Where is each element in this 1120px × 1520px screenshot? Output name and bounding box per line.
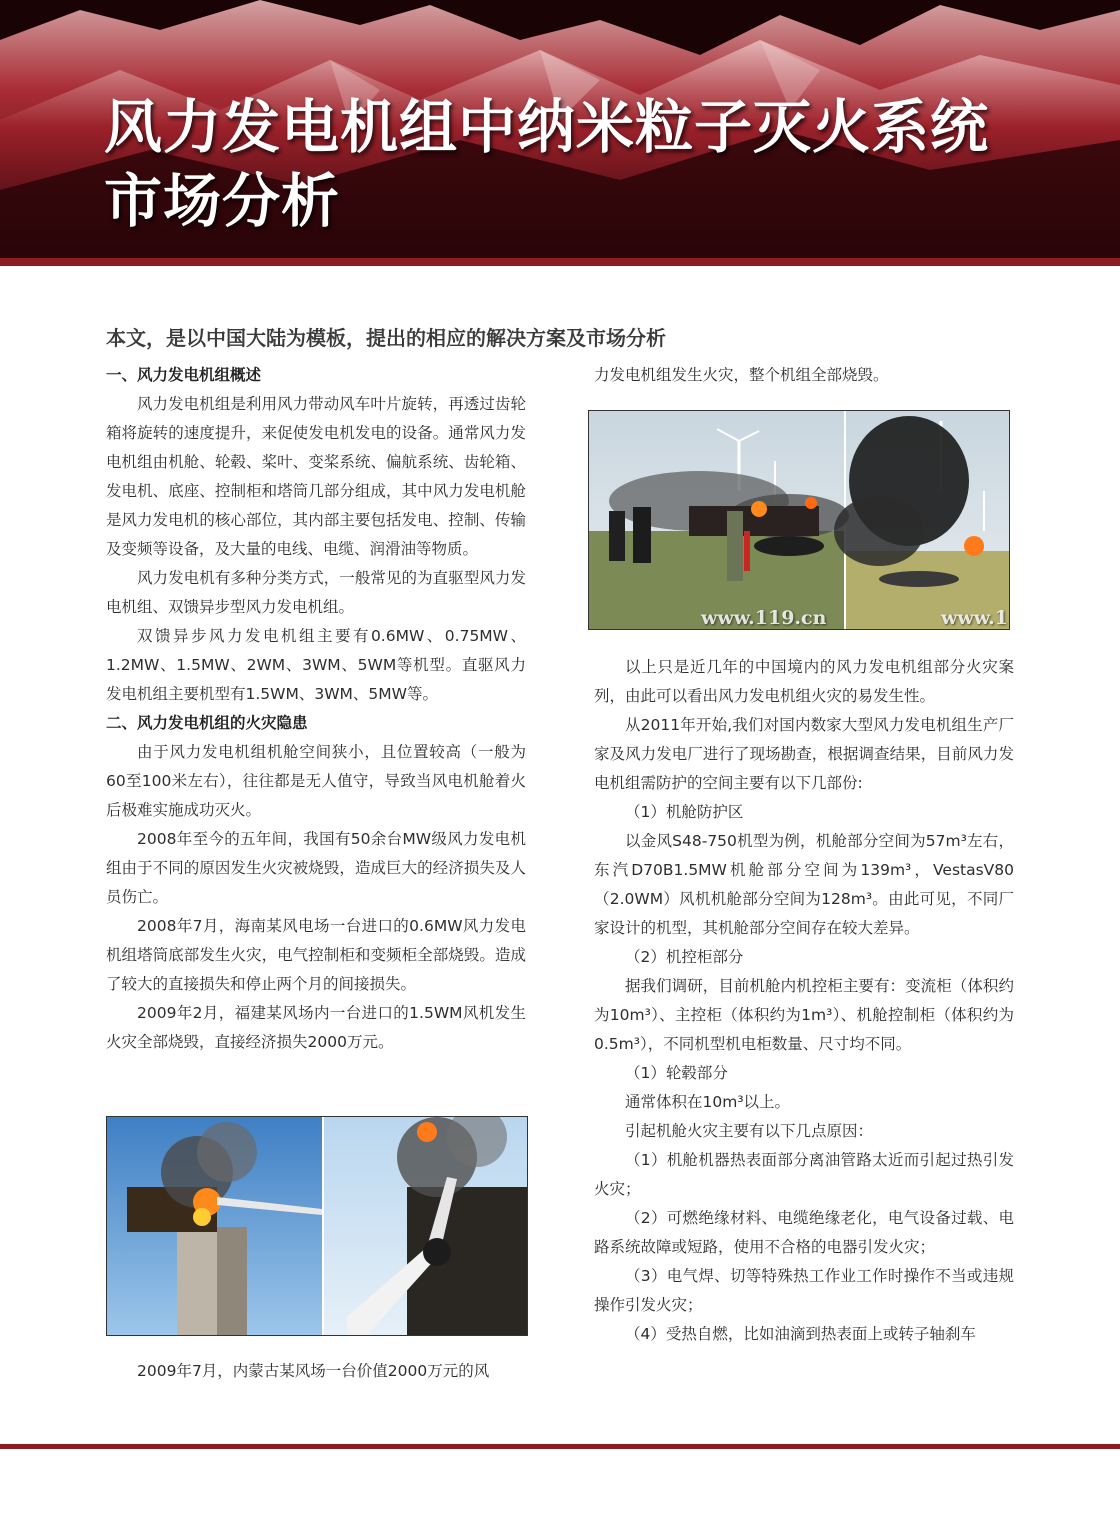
paragraph: 从2011年开始,我们对国内数家大型风力发电机组生产厂家及风力发电厂进行了现场勘查，根据调查结果，目前风力发电机组需防护的空间主要有以下几部份: [594,716,1014,792]
paragraph: 2008年7月，海南某风电场一台进口的0.6MW风力发电机组塔筒底部发生火灾，电气控制柜和变频柜全部烧毁。造成了较大的直接损失和停止两个月的间接损失。 [106,917,526,993]
paragraph: 据我们调研，目前机舱内机控柜主要有：变流柜（体积约为10m³）、主控柜（体积约为1m³）、机舱控制柜（体积约为0.5m³），不同机型机电柜数量、尺寸均不同。 [594,977,1014,1053]
paragraph: 引起机舱火灾主要有以下几点原因： [625,1122,874,1140]
paragraph: 风力发电机有多种分类方式，一般常见的为直驱型风力发电机组、双馈异步型风力发电机组。 [106,569,526,616]
paragraph: 2009年2月，福建某风场内一台进口的1.5WM风机发生火灾全部烧毁，直接经济损失2000万元。 [106,1004,526,1051]
photo-watermark: www.1 [941,607,1008,629]
paragraph: 通常体积在10m³以上。 [625,1093,791,1111]
section1-heading: 一、风力发电机组概述 [106,366,262,384]
right-column-top [594,361,1014,390]
list-item: （4）受热自燃，比如油滴到热表面上或转子轴刹车 [625,1325,976,1343]
paragraph: 力发电机组发生火灾，整个机组全部烧毁。 [594,366,889,384]
paragraph: 双馈异步风力发电机组主要有0.6MW、0.75MW、1.2MW、1.5MW、2WM、3WM、5WM等机型。直驱风力发电机组主要机型有1.5WM、3WM、5MW等。 [106,627,526,703]
tower-fire-photo [106,1116,528,1336]
photo-watermark: www.119.cn [701,607,827,629]
footer-divider [0,1444,1120,1449]
left-column [106,361,526,1057]
header-banner [0,0,1120,258]
photo-caption: 2009年7月，内蒙古某风场一台价值2000万元的风 [137,1362,490,1380]
paragraph: 由于风力发电机组机舱空间狭小，且位置较高（一般为60至100米左右），往往都是无人值守，导致当风电机舱着火后极难实施成功灭火。 [106,743,526,819]
list-item: （2）可燃绝缘材料、电缆绝缘老化，电气设备过载、电路系统故障或短路，使用不合格的电器引发火灾； [594,1209,1014,1256]
subheading: （1）机舱防护区 [625,803,744,821]
paragraph: 以金风S48-750机型为例，机舱部分空间为57m³左右，东汽D70B1.5MW机舱部分空间为139m³，VestasV80（2.0WM）风机机舱部分空间为128m³。由此可见，不同厂家设计的机型，其机舱部分空间存在较大差异。 [594,832,1014,937]
list-item: （1）机舱机器热表面部分离油管路太近而引起过热引发火灾； [594,1151,1014,1198]
banner-divider [0,258,1120,266]
page-title-line1: 风力发电机组中纳米粒子灭火系统 [104,93,990,161]
paragraph: 风力发电机组是利用风力带动风车叶片旋转，再透过齿轮箱将旋转的速度提升，来促使发电机发电的设备。通常风力发电机组由机舱、轮毂、桨叶、变桨系统、偏航系统、齿轮箱、发电机、底座、控制柜和塔筒几部分组成，其中风力发电机舱是风力发电机的核心部位，其内部主要包括发电、控制、传输及变频等设备，及大量的电线、电缆、润滑油等物质。 [106,395,526,558]
section2-heading: 二、风力发电机组的火灾隐患 [106,714,308,732]
right-column-main [594,653,1014,1349]
list-item: （3）电气焊、切等特殊热工作业工作时操作不当或违规操作引发火灾； [594,1267,1014,1314]
page-title-line2: 市场分析 [104,167,341,235]
grassland-fire-photo [588,410,1010,630]
subheading: （2）机控柜部分 [625,948,744,966]
article-subtitle: 本文，是以中国大陆为模板，提出的相应的解决方案及市场分析 [106,326,666,350]
paragraph: 2008年至今的五年间，我国有50余台MW级风力发电机组由于不同的原因发生火灾被烧毁，造成巨大的经济损失及人员伤亡。 [106,830,526,906]
paragraph: 以上只是近几年的中国境内的风力发电机组部分火灾案列，由此可以看出风力发电机组火灾的易发生性。 [594,658,1014,705]
subheading: （1）轮毂部分 [625,1064,728,1082]
